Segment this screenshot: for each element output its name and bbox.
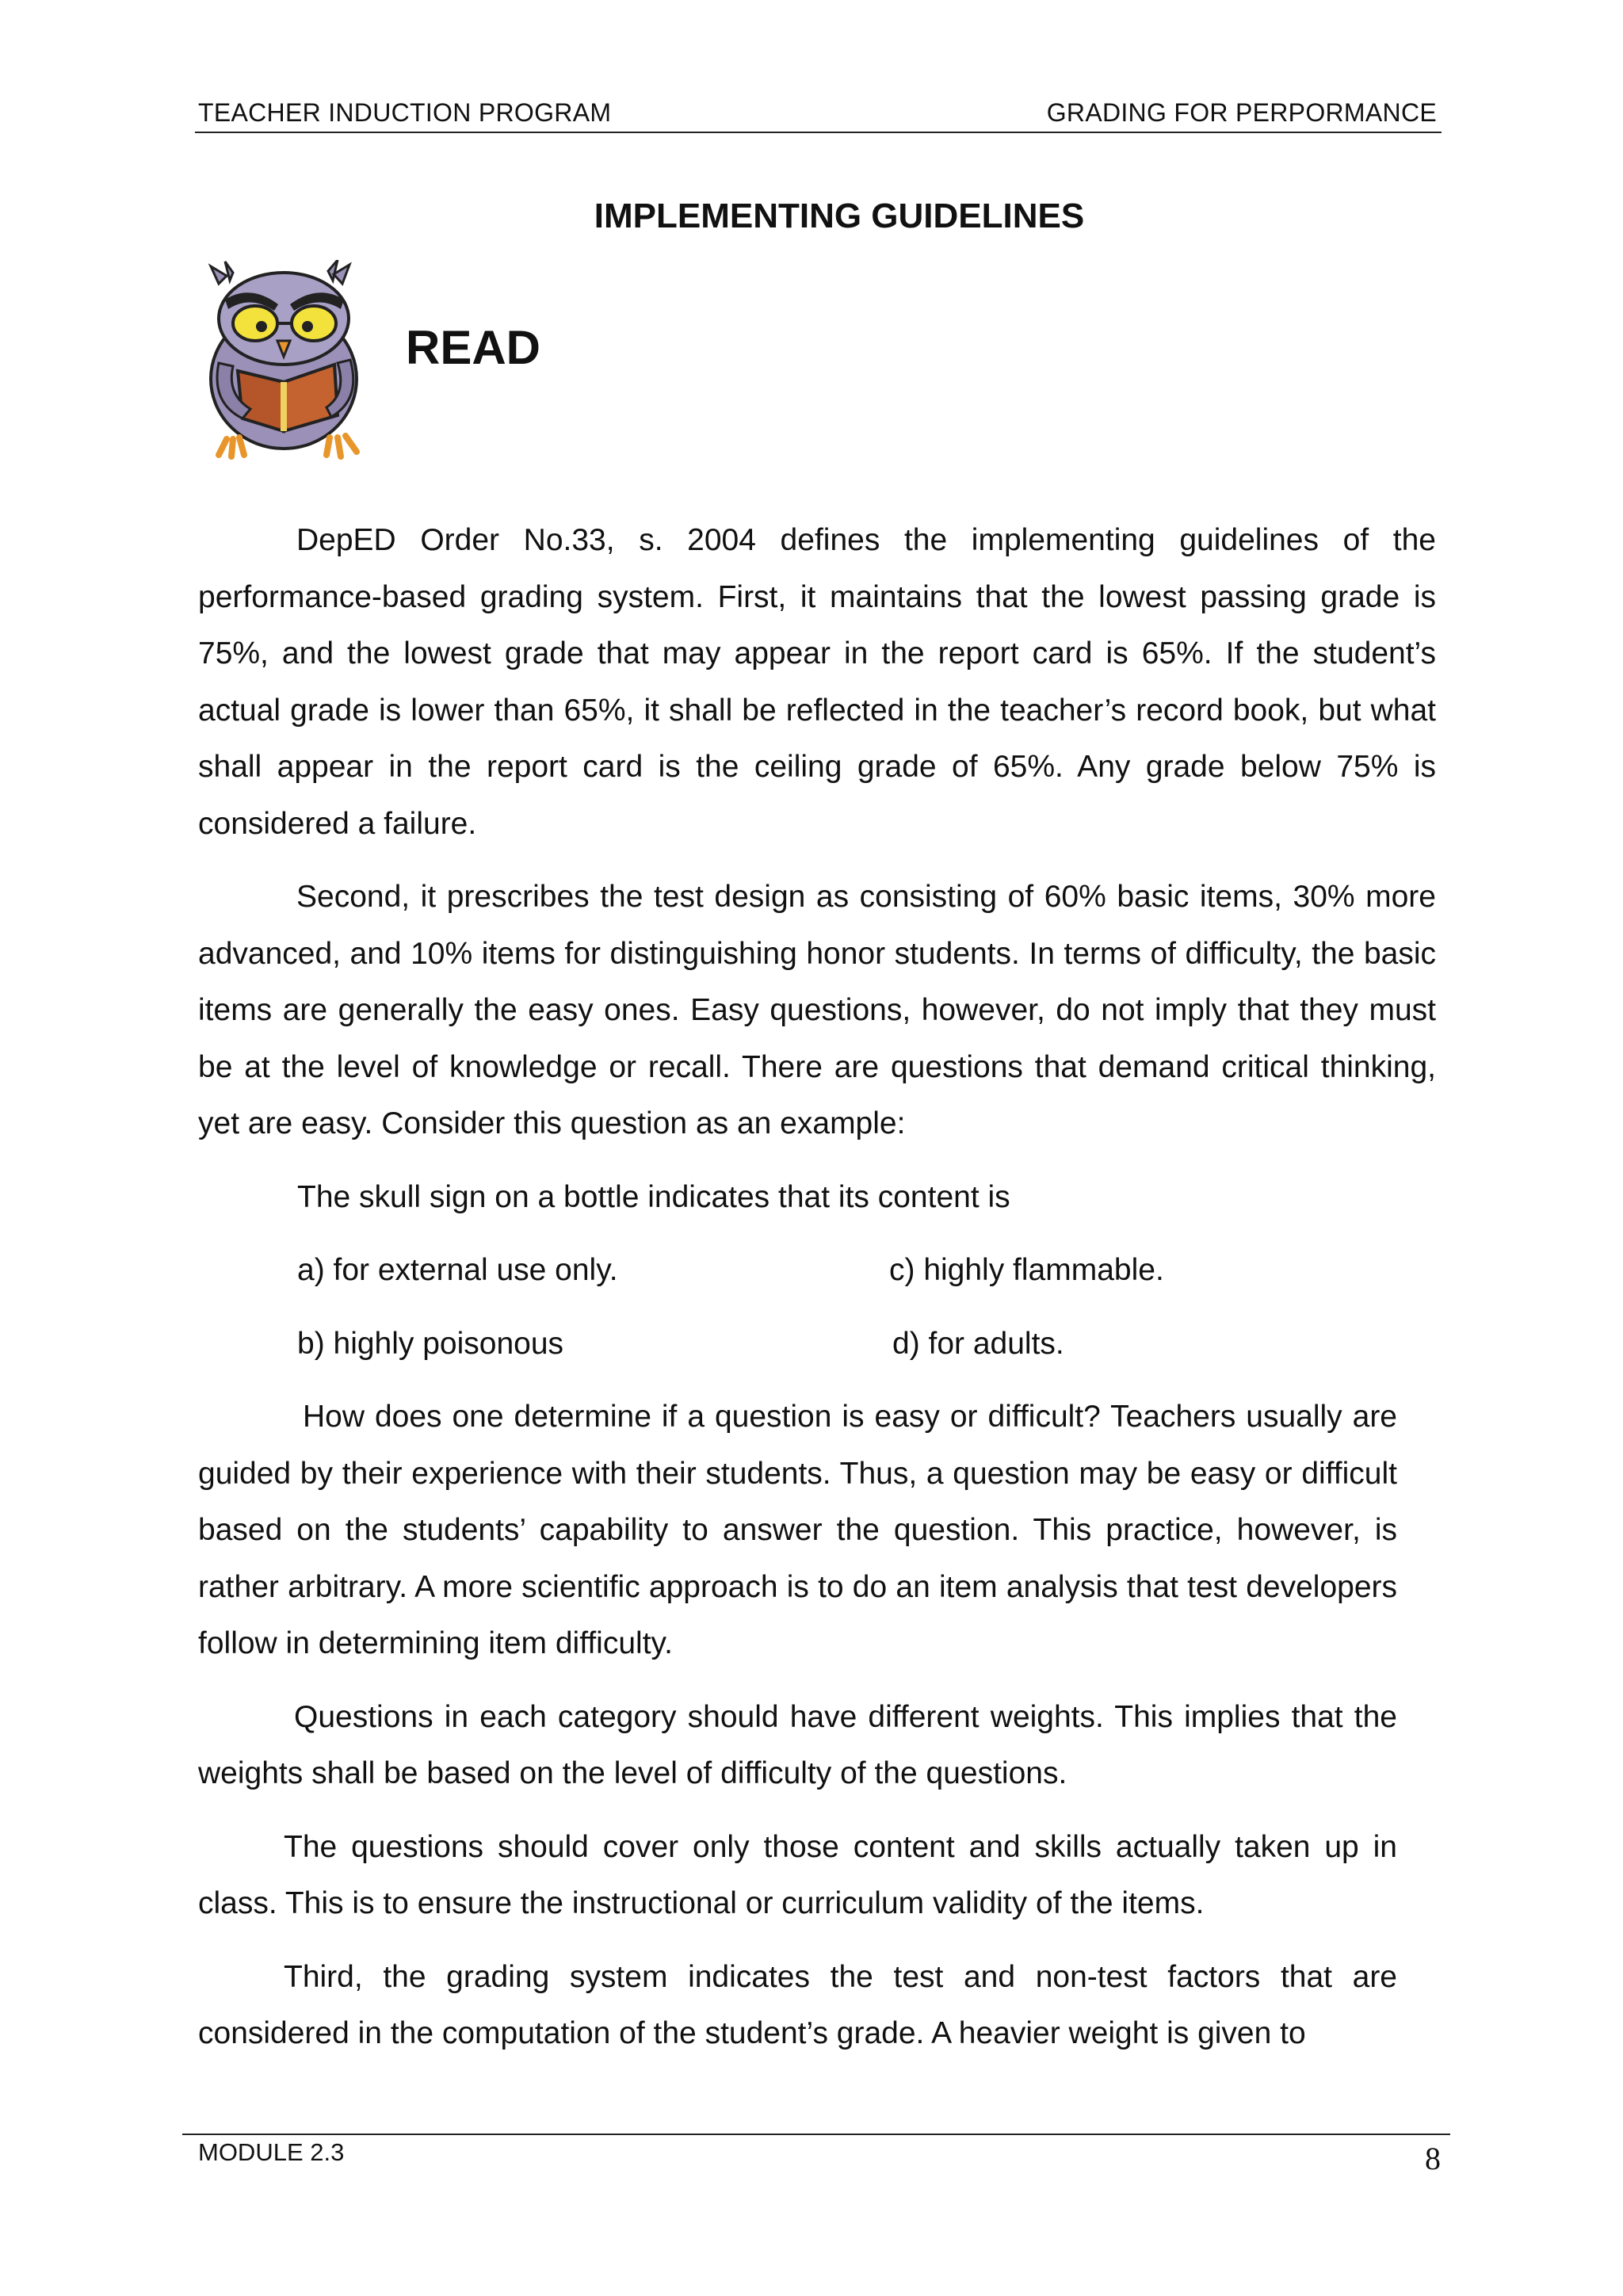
paragraph-5: The questions should cover only those content and skills actually taken up in class. This is to ensure the instructional or curriculum validity of the items. bbox=[198, 1829, 1397, 1920]
read-label: READ bbox=[406, 321, 541, 374]
header-topic: GRADING FOR PERPORMANCE bbox=[1046, 98, 1437, 127]
options-row-1 bbox=[198, 1242, 1436, 1299]
paragraph-2: Second, it prescribes the test design as consisting of 60% basic items, 30% more advanced, and 10% items for distinguishing honor students. In terms of difficulty, the basic items are generally the easy ones. Easy questions, however, do not imply that they must be at the level of knowledge or recall. There are questions that demand critical thinking, yet are easy. Consider this question as an example: bbox=[198, 880, 1436, 1140]
page-footer bbox=[182, 2134, 1450, 2176]
paragraph-1: DepED Order No.33, s. 2004 defines the implementing guidelines of the performance-based grading system. First, it maintains that the lowest passing grade is 75%, and the lowest grade that may appear in the report card is 65%. If the student’s actual grade is lower than 65%, it shall be reflected in the teacher’s record book, but what shall appear in the report card is the ceiling grade of 65%. Any grade below 75% is considered a failure. bbox=[198, 523, 1436, 841]
question-stem: The skull sign on a bottle indicates that its content is bbox=[297, 1179, 1010, 1214]
option-d: d) for adults. bbox=[892, 1326, 1064, 1361]
owl-reading-book-icon bbox=[195, 260, 385, 460]
paragraph-6: Third, the grading system indicates the test and non-test factors that are considered in the computation of the student’s grade. A heavier weight is given to bbox=[198, 1959, 1397, 2050]
footer-module: MODULE 2.3 bbox=[198, 2138, 345, 2166]
option-c: c) highly flammable. bbox=[889, 1253, 1164, 1287]
option-a: a) for external use only. bbox=[297, 1253, 618, 1287]
paragraph-4: Questions in each category should have different weights. This implies that the weights shall be based on the level of difficulty of the questions. bbox=[198, 1699, 1397, 1790]
header-program: TEACHER INDUCTION PROGRAM bbox=[198, 98, 612, 127]
section-title: IMPLEMENTING GUIDELINES bbox=[594, 197, 1085, 235]
page-number: 8 bbox=[1425, 2141, 1441, 2176]
option-b: b) highly poisonous bbox=[297, 1326, 564, 1361]
page-header bbox=[195, 97, 1442, 133]
paragraph-3: How does one determine if a question is easy or difficult? Teachers usually are guided by their experience with their students. Thus, a question may be easy or difficult based on the students’ capability to answer the question. This practice, however, is rather arbitrary. A more scientific approach is to do an item analysis that test developers follow in determining item difficulty. bbox=[198, 1400, 1397, 1660]
options-row-2 bbox=[198, 1316, 1436, 1373]
document-body bbox=[198, 512, 1436, 2079]
